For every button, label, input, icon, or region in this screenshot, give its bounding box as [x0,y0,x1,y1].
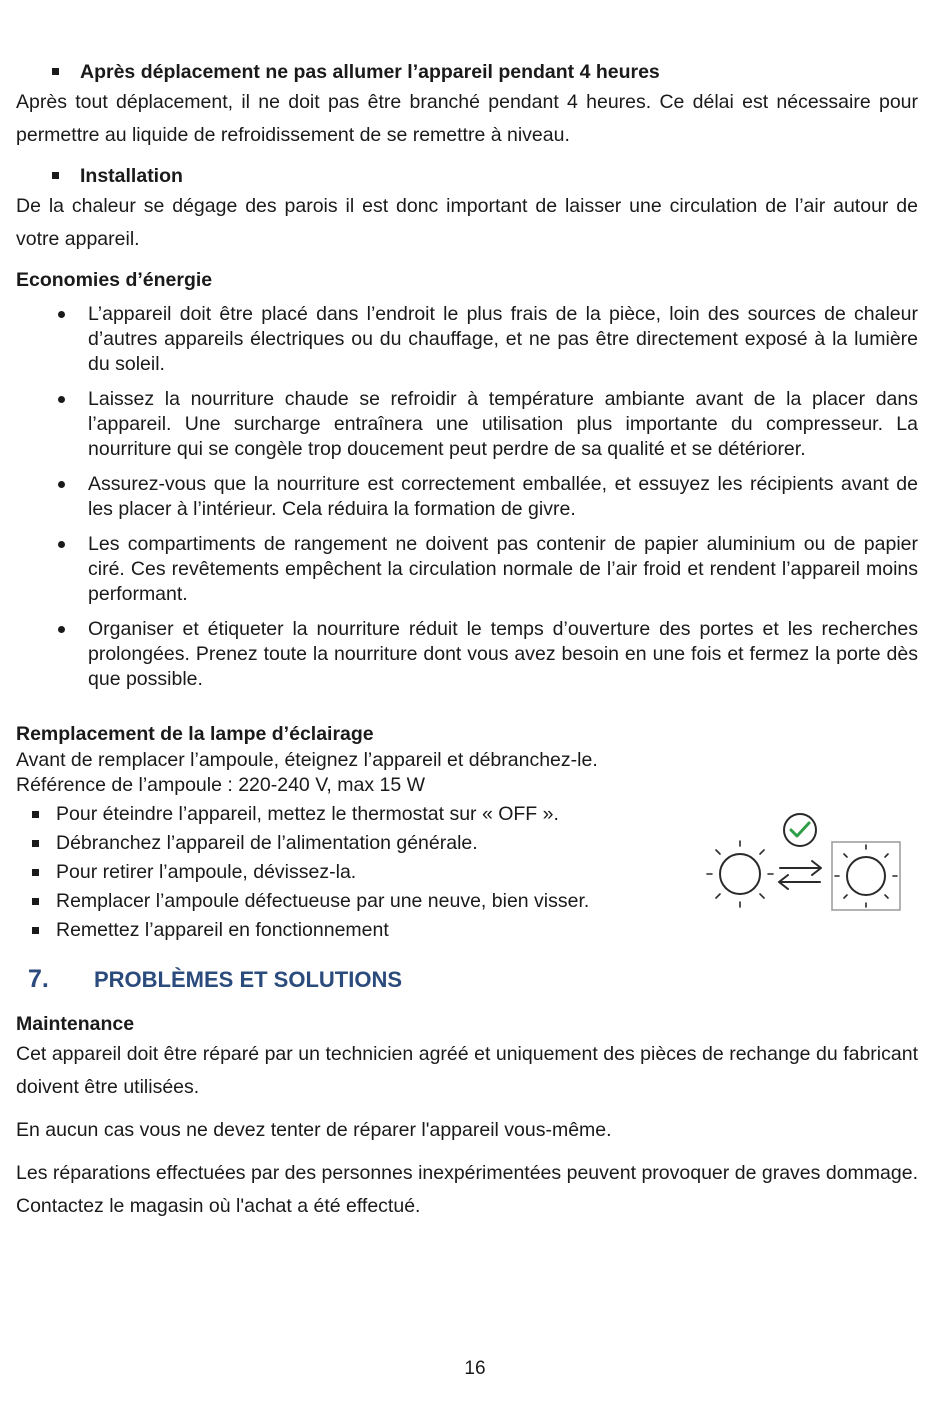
check-icon [784,814,816,846]
lamp-step: Pour retirer l’ampoule, dévissez-la. [16,858,918,887]
energy-heading: Economies d’énergie [16,269,213,291]
section-heading-installation: Installation [16,162,918,190]
section-heading-relocation: Après déplacement ne pas allumer l’appareil pendant 4 heures [16,58,918,86]
maintenance-heading: Maintenance [16,1013,135,1035]
energy-item: Laissez la nourriture chaude se refroidir à température ambiante avant de la placer dans l’appareil. Une surcharge entraînera une utilisation plus importante du compresseur. La nourriture qui se congèle trop doucement peut perdre de sa qualité et se détériorer. [16,387,918,462]
lamp-step: Débranchez l’appareil de l’alimentation générale. [16,829,918,858]
lamp-step: Remplacer l’ampoule défectueuse par une neuve, bien visser. [16,887,918,916]
lamp-step: Remettez l’appareil en fonctionnement [16,916,918,945]
bulb-old-icon [707,841,773,907]
page-number: 16 [464,1358,486,1379]
lamp-replacement-figure [690,808,910,918]
swap-arrows-icon [779,861,821,889]
energy-list [16,302,918,692]
section-7-heading [28,965,918,994]
lamp-heading: Remplacement de la lampe d’éclairage [16,723,374,745]
energy-item: Assurez-vous que la nourriture est correctement emballée, et essuyez les récipients avant de les placer à l’intérieur. Cela réduira la formation de givre. [16,472,918,522]
section-title: PROBLÈMES ET SOLUTIONS [94,967,403,992]
bulb-new-icon [832,842,900,910]
document-page [16,58,918,1223]
lamp-reference: Référence de l’ampoule : 220-240 V, max 15 W [16,774,426,796]
maintenance-paragraph-1: Cet appareil doit être réparé par un technicien agréé et uniquement des pièces de rechange du fabricant doivent être utilisées. [16,1043,918,1098]
energy-item: L’appareil doit être placé dans l’endroit le plus frais de la pièce, loin des sources de chaleur d’autres appareils électriques ou du chauffage, et ne pas être directement exposé à la lumière du soleil. [16,302,918,377]
maintenance-paragraph-2: En aucun cas vous ne devez tenter de réparer l'appareil vous-même. [16,1119,612,1141]
installation-paragraph: De la chaleur se dégage des parois il est donc important de laisser une circulation de l’air autour de votre appareil. [16,195,918,250]
maintenance-paragraph-3: Les réparations effectuées par des personnes inexpérimentées peuvent provoquer de graves dommage. Contactez le magasin où l'achat a été effectué. [16,1162,918,1217]
relocation-paragraph: Après tout déplacement, il ne doit pas être branché pendant 4 heures. Ce délai est nécessaire pour permettre au liquide de refroidissement de se remettre à niveau. [16,91,918,146]
lamp-intro: Avant de remplacer l’ampoule, éteignez l’appareil et débranchez-le. [16,749,598,771]
energy-item: Les compartiments de rangement ne doivent pas contenir de papier aluminium ou de papier ciré. Ces revêtements empêchent la circulation normale de l’air froid et rendent l’appareil moins performant. [16,532,918,607]
lamp-step: Pour éteindre l’appareil, mettez le thermostat sur « OFF ». [16,800,918,829]
section-number: 7. [28,965,49,993]
energy-item: Organiser et étiqueter la nourriture réduit le temps d’ouverture des portes et les recherches prolongées. Prenez toute la nourriture dont vous avez besoin en une fois et fermez la porte dès que possible. [16,617,918,692]
